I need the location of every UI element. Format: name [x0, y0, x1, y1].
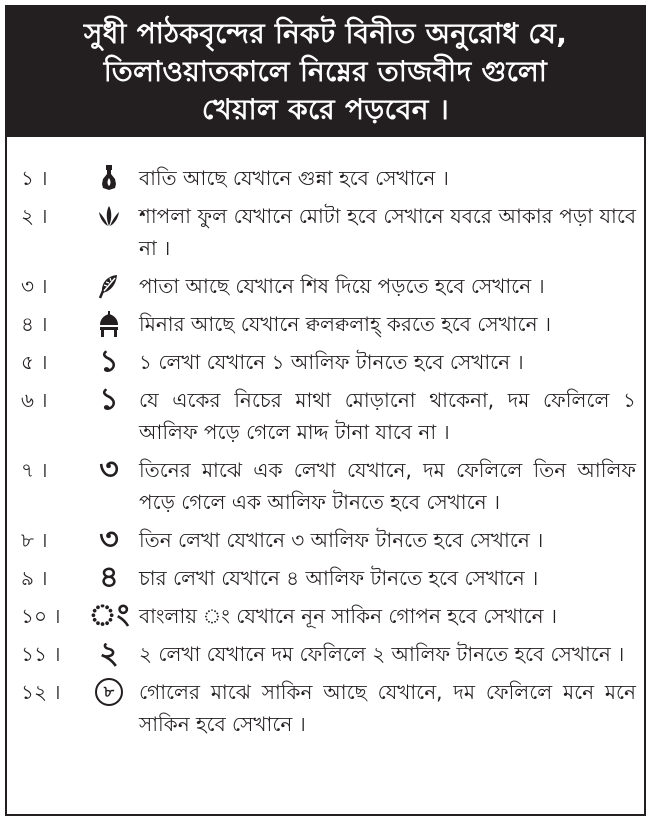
tajweed-rules-list: [7, 162, 644, 746]
rule-text: শাপলা ফুল যেখানে মোটা হবে সেখানে যবরে আকার পড়া যাবে না ।: [139, 204, 636, 260]
rule-number: ২ ।: [21, 204, 48, 228]
circled-eight-symbol: ৮: [95, 678, 123, 706]
rule-number: ৮ ।: [21, 528, 48, 552]
water-lily-icon: [89, 200, 129, 232]
leaf-icon: [89, 270, 129, 302]
minaret-icon: [89, 308, 129, 340]
anusvara-symbol: ং: [88, 598, 130, 633]
rule-text: ২ লেখা যেখানে দম ফেলিলে ২ আলিফ টানতে হবে সেখানে ।: [139, 642, 625, 666]
notice-frame: [5, 5, 646, 816]
rule-item-8: [7, 524, 644, 556]
circled-eight-symbol-wrap: [89, 676, 129, 708]
rule-text: গোলের মাঝে সাকিন আছে যেখানে, দম ফেলিলে মনে মনে সাকিন হবে সেখানে ।: [139, 680, 636, 736]
rule-text: যে একের নিচের মাথা মোড়ানো থাকেনা, দম ফেলিলে ১ আলিফ পড়ে গেলে মাদ্দ টানা যাবে না ।: [139, 388, 636, 444]
notice-header: [7, 7, 644, 137]
lamp-icon: [89, 162, 129, 194]
digit-one-symbol: ১: [99, 344, 119, 379]
rule-text: বাতি আছে যেখানে গুন্না হবে সেখানে ।: [139, 166, 449, 190]
rule-item-10: [7, 600, 644, 632]
rule-number: ৫ ।: [21, 350, 48, 374]
three-with-one-symbol: ৩: [99, 452, 119, 487]
rule-item-6: [7, 384, 644, 448]
digit-four-symbol: ৪: [99, 560, 119, 595]
rule-number: ৬ ।: [21, 388, 48, 412]
rule-item-4: [7, 308, 644, 340]
rule-text: মিনার আছে যেখানে ক্বলক্বলাহ্ করতে হবে সেখানে ।: [139, 312, 552, 336]
digit-three-symbol: ৩: [99, 522, 119, 557]
digit-one-unlooped-symbol: ১: [99, 382, 119, 417]
header-line-1: সুধী পাঠকবৃন্দের নিকট বিনীত অনুরোধ যে,: [83, 17, 568, 50]
rule-item-5: [7, 346, 644, 378]
rule-item-11: [7, 638, 644, 670]
rule-text: তিন লেখা যেখানে ৩ আলিফ টানতে হবে সেখানে ।: [139, 528, 544, 552]
rule-item-9: [7, 562, 644, 594]
rule-text: পাতা আছে যেখানে শিষ দিয়ে পড়তে হবে সেখানে ।: [139, 274, 545, 298]
rule-number: ৯ ।: [21, 566, 48, 590]
rule-item-2: [7, 200, 644, 264]
rule-number: ১০ ।: [21, 604, 61, 628]
rule-item-1: [7, 162, 644, 194]
rule-number: ১২ ।: [21, 680, 61, 704]
rule-item-3: [7, 270, 644, 302]
rule-text: ১ লেখা যেখানে ১ আলিফ টানতে হবে সেখানে ।: [139, 350, 524, 374]
rule-text: চার লেখা যেখানে ৪ আলিফ টানতে হবে সেখানে ।: [139, 566, 539, 590]
rule-item-7: [7, 454, 644, 518]
rule-number: ৪ ।: [21, 312, 48, 336]
rule-item-12: [7, 676, 644, 740]
rule-text: বাংলায় ং যেখানে নূন সাকিন গোপন হবে সেখানে ।: [139, 604, 558, 628]
rule-number: ১১ ।: [21, 642, 61, 666]
digit-two-symbol: ২: [99, 636, 119, 671]
rule-number: ৩ ।: [21, 274, 48, 298]
rule-number: ৭ ।: [21, 458, 48, 482]
rule-number: ১ ।: [21, 166, 48, 190]
header-line-2: তিলাওয়াতকালে নিম্নের তাজবীদ গুলো: [103, 55, 548, 88]
rule-text: তিনের মাঝে এক লেখা যেখানে, দম ফেলিলে তিন আলিফ পড়ে গেলে এক আলিফ টানতে হবে সেখানে ।: [139, 458, 636, 514]
header-line-3: খেয়াল করে পড়বেন ।: [201, 93, 450, 126]
